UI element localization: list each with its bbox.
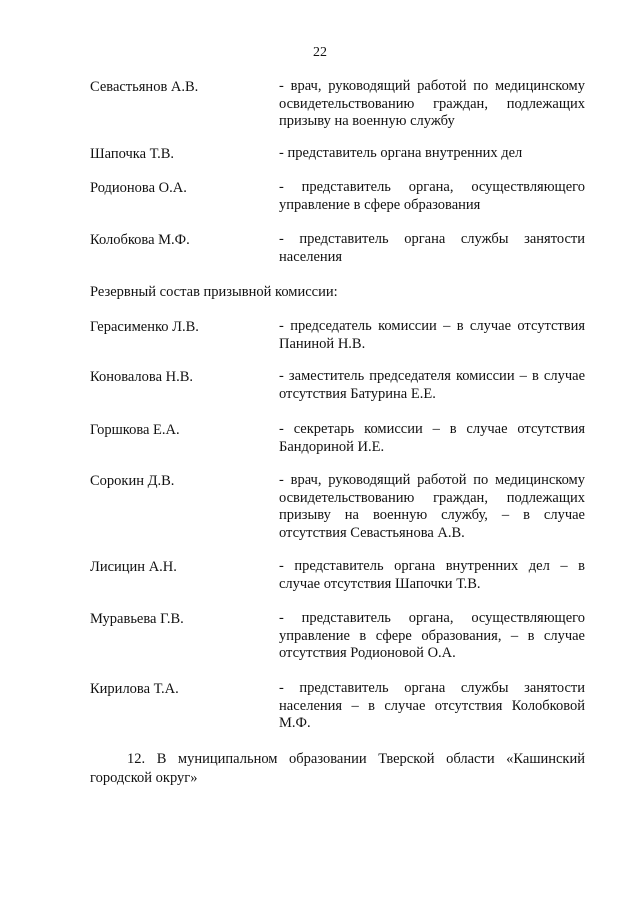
member-role: - представитель органа службы занятости населения — [279, 231, 585, 265]
member-name: Сорокин Д.В. — [90, 473, 175, 489]
member-role: - председатель комиссии – в случае отсутствия Паниной Н.В. — [279, 318, 585, 352]
member-role: - заместитель председателя комиссии – в случае отсутствия Батурина Е.Е. — [279, 368, 585, 402]
member-role: - секретарь комиссии – в случае отсутствия Бандориной И.Е. — [279, 421, 585, 455]
member-name: Муравьева Г.В. — [90, 611, 184, 627]
member-name: Лисицин А.Н. — [90, 559, 177, 575]
member-name: Шапочка Т.В. — [90, 146, 175, 162]
page-number: 22 — [313, 45, 327, 60]
member-role: - врач, руководящий работой по медицинскому освидетельствованию граждан, подлежащих призыву на военную службу — [279, 78, 585, 129]
member-name: Кирилова Т.А. — [90, 681, 179, 697]
closing-paragraph: 12. В муниципальном образовании Тверской области «Кашинский городской округ» — [90, 751, 585, 786]
member-role: - представитель органа, осуществляющего управление в сфере образования, – в случае отсутствия Родионовой О.А. — [279, 610, 585, 661]
member-name: Родионова О.А. — [90, 180, 187, 196]
member-name: Колобкова М.Ф. — [90, 232, 190, 248]
member-role: - представитель органа внутренних дел — [279, 145, 523, 161]
member-name: Горшкова Е.А. — [90, 422, 180, 438]
member-name: Герасименко Л.В. — [90, 319, 199, 335]
member-name: Севастьянов А.В. — [90, 79, 199, 95]
reserve-heading: Резервный состав призывной комиссии: — [90, 284, 338, 300]
member-role: - представитель органа службы занятости населения – в случае отсутствия Колобковой М.Ф. — [279, 680, 585, 731]
member-role: - представитель органа внутренних дел – в случае отсутствия Шапочки Т.В. — [279, 558, 585, 592]
member-role: - врач, руководящий работой по медицинскому освидетельствованию граждан, подлежащих призыву на военную службу, – в случае отсутствия Севастьянова А.В. — [279, 472, 585, 541]
member-name: Коновалова Н.В. — [90, 369, 194, 385]
member-role: - представитель органа, осуществляющего управление в сфере образования — [279, 179, 585, 213]
